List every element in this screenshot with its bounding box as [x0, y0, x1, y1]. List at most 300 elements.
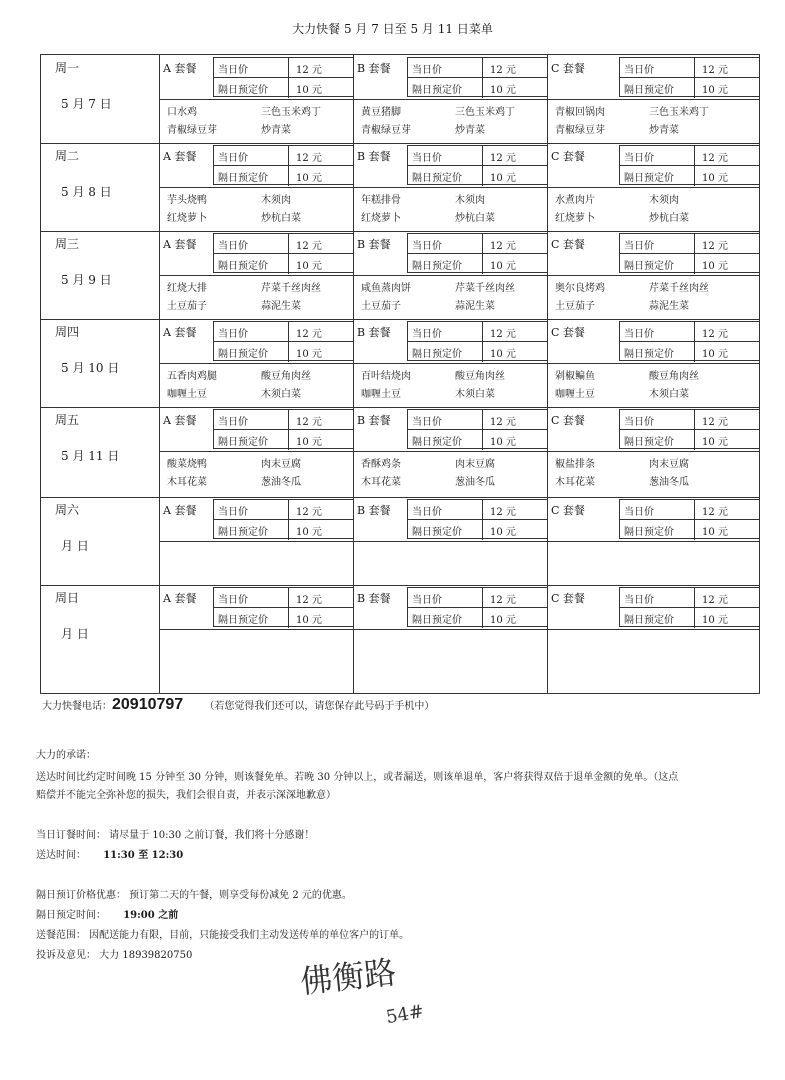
set-cell — [159, 585, 353, 693]
dish-item: 炒青菜 — [455, 125, 485, 136]
set-header — [547, 407, 759, 452]
dish-item: 香酥鸡条 — [361, 459, 401, 470]
advance-price-row — [620, 342, 759, 362]
today-price-value: 12 元 — [296, 595, 322, 606]
set-cell — [547, 55, 759, 143]
today-price-row — [620, 234, 759, 254]
today-price-row — [408, 58, 547, 78]
today-price-row — [620, 322, 759, 342]
day-date: 月 日 — [61, 539, 89, 553]
set-cell — [159, 55, 353, 143]
dish-item: 年糕排骨 — [361, 195, 401, 206]
set-cell — [159, 143, 353, 231]
advance-price-label: 隔日预定价 — [624, 527, 674, 538]
day-name: 周一 — [55, 61, 80, 75]
price-box — [619, 587, 759, 627]
advance-price-label: 隔日预定价 — [624, 85, 674, 96]
advance-price-label: 隔日预定价 — [218, 437, 268, 448]
set-name: C 套餐 — [551, 592, 585, 605]
advance-price-value: 10 元 — [702, 437, 728, 448]
advance-price-value: 10 元 — [296, 85, 322, 96]
price-box — [213, 233, 353, 273]
advance-price-label: 隔日预定价 — [412, 437, 462, 448]
set-cell — [159, 497, 353, 585]
set-name: C 套餐 — [551, 238, 585, 251]
dish-item: 青椒回锅肉 — [555, 107, 605, 118]
day-date: 月 日 — [61, 627, 89, 641]
set-header — [547, 497, 759, 542]
advance-price-row — [620, 78, 759, 98]
advance-price-label: 隔日预定价 — [218, 615, 268, 626]
advance-price-value: 10 元 — [490, 349, 516, 360]
menu-table — [40, 54, 760, 694]
set-cell — [353, 585, 547, 693]
dish-item: 炒杭白菜 — [455, 213, 495, 224]
day-cell — [41, 143, 160, 231]
advance-price-label: 隔日预定价 — [624, 349, 674, 360]
today-price-row — [214, 500, 353, 520]
dish-item: 木须肉 — [455, 195, 485, 206]
dish-item: 葱油冬瓜 — [261, 477, 301, 488]
set-cell — [547, 497, 759, 585]
today-price-row — [214, 588, 353, 608]
price-box — [619, 145, 759, 185]
today-price-row — [408, 146, 547, 166]
phone-number: 20910797 — [112, 696, 184, 713]
price-box — [407, 587, 547, 627]
today-price-value: 12 元 — [490, 329, 516, 340]
set-header — [353, 231, 547, 276]
set-divider — [547, 319, 548, 407]
set-divider — [547, 231, 548, 319]
advance-price-row — [408, 608, 547, 628]
advance-price-label: 隔日预定价 — [412, 615, 462, 626]
advance-price-value: 10 元 — [296, 173, 322, 184]
set-cell — [353, 407, 547, 497]
dish-item: 酸豆角肉丝 — [649, 371, 699, 382]
advance-price-label: 隔日预定价 — [624, 615, 674, 626]
set-name: C 套餐 — [551, 326, 585, 339]
advance-price-label: 隔日预定价 — [412, 527, 462, 538]
price-box — [213, 321, 353, 361]
dish-item: 蒜泥生菜 — [455, 301, 495, 312]
set-cell — [353, 319, 547, 407]
advance-price-value: 10 元 — [702, 261, 728, 272]
today-price-value: 12 元 — [490, 417, 516, 428]
today-price-row — [620, 500, 759, 520]
advance-price-row — [408, 254, 547, 274]
set-header — [159, 407, 353, 452]
today-price-label: 当日价 — [218, 329, 248, 340]
advance-price-row — [214, 254, 353, 274]
set-cell — [353, 497, 547, 585]
day-date: 5 月 10 日 — [61, 361, 120, 375]
day-cell — [41, 497, 160, 585]
advance-price-value: 10 元 — [296, 615, 322, 626]
today-price-value: 12 元 — [490, 153, 516, 164]
dish-item: 三色玉米鸡丁 — [261, 107, 321, 118]
day-row — [41, 55, 759, 144]
set-header — [353, 407, 547, 452]
promise-title: 大力的承诺： — [36, 750, 96, 761]
advance-price-row — [408, 430, 547, 450]
today-price-label: 当日价 — [218, 507, 248, 518]
day-row — [41, 143, 759, 232]
dish-item: 土豆茄子 — [361, 301, 401, 312]
today-price-label: 当日价 — [412, 417, 442, 428]
today-price-value: 12 元 — [490, 595, 516, 606]
set-header — [547, 143, 759, 188]
today-price-value: 12 元 — [296, 507, 322, 518]
price-box — [407, 409, 547, 449]
set-header — [159, 55, 353, 100]
today-price-value: 12 元 — [702, 241, 728, 252]
dish-item: 木须白菜 — [455, 389, 495, 400]
advance-price-label: 隔日预定价 — [624, 261, 674, 272]
dish-item: 木须白菜 — [649, 389, 689, 400]
set-name: A 套餐 — [163, 62, 197, 75]
dish-item: 木耳花菜 — [555, 477, 595, 488]
dish-item: 红烧萝卜 — [361, 213, 401, 224]
set-header — [159, 497, 353, 542]
set-header — [159, 143, 353, 188]
today-price-label: 当日价 — [412, 241, 442, 252]
set-header — [353, 319, 547, 364]
set-name: A 套餐 — [163, 414, 197, 427]
day-name: 周二 — [55, 149, 80, 163]
advance-price-value: 10 元 — [296, 527, 322, 538]
dish-item: 炒青菜 — [649, 125, 679, 136]
set-name: B 套餐 — [357, 238, 391, 251]
advance-price-row — [214, 430, 353, 450]
today-price-label: 当日价 — [412, 153, 442, 164]
set-divider — [547, 407, 548, 497]
today-price-row — [214, 58, 353, 78]
today-price-row — [214, 234, 353, 254]
set-name: A 套餐 — [163, 238, 197, 251]
today-price-row — [620, 58, 759, 78]
today-price-row — [408, 588, 547, 608]
dish-item: 黄豆猪脚 — [361, 107, 401, 118]
advance-price-value: 10 元 — [490, 261, 516, 272]
phone-line — [42, 696, 434, 714]
day-row — [41, 319, 759, 408]
today-price-row — [214, 146, 353, 166]
advance-price-row — [214, 520, 353, 540]
advance-price-row — [408, 166, 547, 186]
today-price-label: 当日价 — [218, 153, 248, 164]
dish-item: 口水鸡 — [167, 107, 197, 118]
advance-time-label: 隔日预定时间： — [36, 910, 106, 921]
set-divider — [547, 55, 548, 143]
handwritten-signature: 佛衡路 — [298, 953, 398, 1001]
today-price-row — [408, 322, 547, 342]
dish-item: 五香肉鸡腿 — [167, 371, 217, 382]
set-cell — [353, 55, 547, 143]
advance-price-value: 10 元 — [702, 615, 728, 626]
day-cell — [41, 407, 160, 497]
advance-price-label: 隔日预定价 — [624, 173, 674, 184]
today-price-row — [620, 588, 759, 608]
set-cell — [547, 143, 759, 231]
day-name: 周日 — [55, 591, 80, 605]
today-price-label: 当日价 — [218, 65, 248, 76]
today-price-label: 当日价 — [218, 417, 248, 428]
dish-item: 芋头烧鸭 — [167, 195, 207, 206]
advance-price-value: 10 元 — [702, 349, 728, 360]
dish-item: 咖喱土豆 — [167, 389, 207, 400]
dish-item: 土豆茄子 — [555, 301, 595, 312]
advance-price-value: 10 元 — [490, 173, 516, 184]
dish-item: 三色玉米鸡丁 — [649, 107, 709, 118]
advance-discount: 隔日预订价格优惠： 预订第二天的午餐，则享受每份减免 2 元的优惠。 — [36, 890, 352, 901]
dish-item: 椒盐排条 — [555, 459, 595, 470]
dish-item: 炒杭白菜 — [649, 213, 689, 224]
set-name: A 套餐 — [163, 326, 197, 339]
today-price-value: 12 元 — [296, 153, 322, 164]
dish-item: 青椒绿豆芽 — [361, 125, 411, 136]
advance-price-row — [620, 520, 759, 540]
dish-item: 酸豆角肉丝 — [261, 371, 311, 382]
set-header — [353, 585, 547, 630]
advance-price-label: 隔日预定价 — [412, 173, 462, 184]
set-name: B 套餐 — [357, 414, 391, 427]
price-box — [619, 499, 759, 539]
today-price-label: 当日价 — [412, 65, 442, 76]
set-divider — [353, 55, 354, 143]
dish-item: 酸豆角肉丝 — [455, 371, 505, 382]
price-box — [407, 233, 547, 273]
advance-price-label: 隔日预定价 — [624, 437, 674, 448]
dish-item: 咖喱土豆 — [555, 389, 595, 400]
advance-time — [36, 906, 178, 921]
dish-item: 酸菜烧鸭 — [167, 459, 207, 470]
advance-price-value: 10 元 — [296, 261, 322, 272]
set-divider — [547, 143, 548, 231]
dish-item: 葱油冬瓜 — [455, 477, 495, 488]
today-price-value: 12 元 — [296, 417, 322, 428]
advance-price-label: 隔日预定价 — [218, 85, 268, 96]
set-header — [353, 55, 547, 100]
advance-price-row — [408, 520, 547, 540]
today-price-value: 12 元 — [702, 329, 728, 340]
set-name: C 套餐 — [551, 62, 585, 75]
today-price-row — [408, 234, 547, 254]
set-name: A 套餐 — [163, 592, 197, 605]
dish-item: 奥尔良烤鸡 — [555, 283, 605, 294]
dish-item: 芹菜千丝肉丝 — [455, 283, 515, 294]
set-header — [353, 497, 547, 542]
today-price-row — [620, 146, 759, 166]
dish-item: 芹菜千丝肉丝 — [261, 283, 321, 294]
dish-item: 红烧大排 — [167, 283, 207, 294]
dish-item: 炒杭白菜 — [261, 213, 301, 224]
today-price-value: 12 元 — [702, 417, 728, 428]
dish-item: 三色玉米鸡丁 — [455, 107, 515, 118]
dish-item: 百叶结烧肉 — [361, 371, 411, 382]
set-divider — [353, 585, 354, 693]
set-header — [353, 143, 547, 188]
price-box — [213, 145, 353, 185]
price-box — [407, 321, 547, 361]
day-row — [41, 407, 759, 498]
today-price-label: 当日价 — [624, 153, 654, 164]
today-price-label: 当日价 — [412, 595, 442, 606]
today-price-label: 当日价 — [624, 329, 654, 340]
price-box — [619, 233, 759, 273]
advance-price-row — [620, 254, 759, 274]
advance-price-value: 10 元 — [490, 615, 516, 626]
price-box — [619, 57, 759, 97]
dish-item: 红烧萝卜 — [555, 213, 595, 224]
set-header — [159, 319, 353, 364]
delivery-time — [36, 846, 183, 861]
dish-item: 咸鱼蒸肉饼 — [361, 283, 411, 294]
set-cell — [159, 231, 353, 319]
today-price-label: 当日价 — [624, 65, 654, 76]
day-cell — [41, 319, 160, 407]
dish-item: 青椒绿豆芽 — [167, 125, 217, 136]
advance-price-value: 10 元 — [702, 85, 728, 96]
set-cell — [159, 407, 353, 497]
set-name: B 套餐 — [357, 326, 391, 339]
set-divider — [547, 497, 548, 585]
price-box — [213, 587, 353, 627]
today-price-value: 12 元 — [296, 241, 322, 252]
price-box — [407, 145, 547, 185]
set-name: B 套餐 — [357, 592, 391, 605]
advance-price-row — [214, 78, 353, 98]
set-name: B 套餐 — [357, 62, 391, 75]
set-cell — [547, 407, 759, 497]
set-divider — [353, 143, 354, 231]
handwritten-number: 54# — [384, 1000, 426, 1029]
set-header — [547, 585, 759, 630]
dish-item: 肉末豆腐 — [649, 459, 689, 470]
today-price-label: 当日价 — [624, 595, 654, 606]
set-cell — [353, 231, 547, 319]
day-row — [41, 231, 759, 320]
today-price-row — [214, 410, 353, 430]
day-date: 5 月 8 日 — [61, 185, 112, 199]
day-cell — [41, 231, 160, 319]
delivery-time-label: 送达时间： — [36, 850, 86, 861]
complaints: 投诉及意见： 大力 18939820750 — [36, 950, 193, 961]
today-price-label: 当日价 — [218, 595, 248, 606]
advance-price-row — [620, 430, 759, 450]
advance-price-label: 隔日预定价 — [412, 349, 462, 360]
advance-price-value: 10 元 — [490, 527, 516, 538]
day-name: 周三 — [55, 237, 80, 251]
dish-item: 木耳花菜 — [361, 477, 401, 488]
dish-item: 青椒绿豆芽 — [555, 125, 605, 136]
price-box — [407, 499, 547, 539]
advance-time-value: 19:00 之前 — [123, 910, 179, 921]
set-name: B 套餐 — [357, 150, 391, 163]
set-divider — [353, 231, 354, 319]
advance-price-label: 隔日预定价 — [412, 85, 462, 96]
order-time: 当日订餐时间： 请尽量于 10:30 之前订餐，我们将十分感谢！ — [36, 830, 315, 841]
set-divider — [547, 585, 548, 693]
set-header — [547, 231, 759, 276]
advance-price-value: 10 元 — [490, 437, 516, 448]
today-price-label: 当日价 — [412, 329, 442, 340]
today-price-value: 12 元 — [702, 507, 728, 518]
set-name: C 套餐 — [551, 414, 585, 427]
today-price-value: 12 元 — [296, 65, 322, 76]
dish-item: 水煮肉片 — [555, 195, 595, 206]
today-price-label: 当日价 — [624, 507, 654, 518]
today-price-value: 12 元 — [296, 329, 322, 340]
set-cell — [159, 319, 353, 407]
advance-price-value: 10 元 — [490, 85, 516, 96]
menu-title: 大力快餐 5 月 7 日至 5 月 11 日菜单 — [292, 22, 493, 36]
dish-item: 剁椒鳊鱼 — [555, 371, 595, 382]
today-price-value: 12 元 — [490, 507, 516, 518]
day-row — [41, 497, 759, 586]
dish-item: 蒜泥生菜 — [261, 301, 301, 312]
set-divider — [353, 407, 354, 497]
set-name: A 套餐 — [163, 150, 197, 163]
today-price-value: 12 元 — [702, 65, 728, 76]
advance-price-value: 10 元 — [702, 527, 728, 538]
today-price-label: 当日价 — [624, 241, 654, 252]
set-header — [159, 231, 353, 276]
day-cell — [41, 585, 160, 693]
dish-item: 葱油冬瓜 — [649, 477, 689, 488]
today-price-row — [408, 410, 547, 430]
day-date: 5 月 7 日 — [61, 97, 112, 111]
set-cell — [547, 319, 759, 407]
advance-price-value: 10 元 — [296, 349, 322, 360]
dish-item: 木耳花菜 — [167, 477, 207, 488]
day-row — [41, 585, 759, 693]
dish-item: 红烧萝卜 — [167, 213, 207, 224]
advance-price-value: 10 元 — [296, 437, 322, 448]
delivery-range: 送餐范围： 因配送能力有限，目前，只能接受我们主动发送传单的单位客户的订单。 — [36, 930, 410, 941]
today-price-value: 12 元 — [490, 65, 516, 76]
advance-price-label: 隔日预定价 — [218, 527, 268, 538]
dish-item: 肉末豆腐 — [261, 459, 301, 470]
promise-line-2: 赔偿并不能完全弥补您的损失，我们会很自责，并表示深深地歉意） — [36, 790, 336, 801]
price-box — [407, 57, 547, 97]
day-cell — [41, 55, 160, 143]
day-name: 周五 — [55, 413, 80, 427]
advance-price-row — [620, 166, 759, 186]
dish-item: 木须白菜 — [261, 389, 301, 400]
advance-price-label: 隔日预定价 — [412, 261, 462, 272]
dish-item: 芹菜千丝肉丝 — [649, 283, 709, 294]
advance-price-row — [408, 78, 547, 98]
dish-item: 木须肉 — [649, 195, 679, 206]
set-divider — [353, 497, 354, 585]
advance-price-row — [620, 608, 759, 628]
advance-price-row — [214, 342, 353, 362]
set-header — [159, 585, 353, 630]
advance-price-row — [214, 608, 353, 628]
advance-price-label: 隔日预定价 — [218, 261, 268, 272]
promise-line-1: 送达时间比约定时间晚 15 分钟至 30 分钟，则该餐免单。若晚 30 分钟以上，或者漏送，则该单退单，客户将获得双倍于退单金额的免单。（这点 — [36, 772, 679, 783]
advance-price-row — [408, 342, 547, 362]
dish-item: 土豆茄子 — [167, 301, 207, 312]
today-price-row — [408, 500, 547, 520]
day-name: 周四 — [55, 325, 80, 339]
today-price-label: 当日价 — [218, 241, 248, 252]
dish-item: 炒青菜 — [261, 125, 291, 136]
day-name: 周六 — [55, 503, 80, 517]
dish-item: 肉末豆腐 — [455, 459, 495, 470]
today-price-label: 当日价 — [624, 417, 654, 428]
